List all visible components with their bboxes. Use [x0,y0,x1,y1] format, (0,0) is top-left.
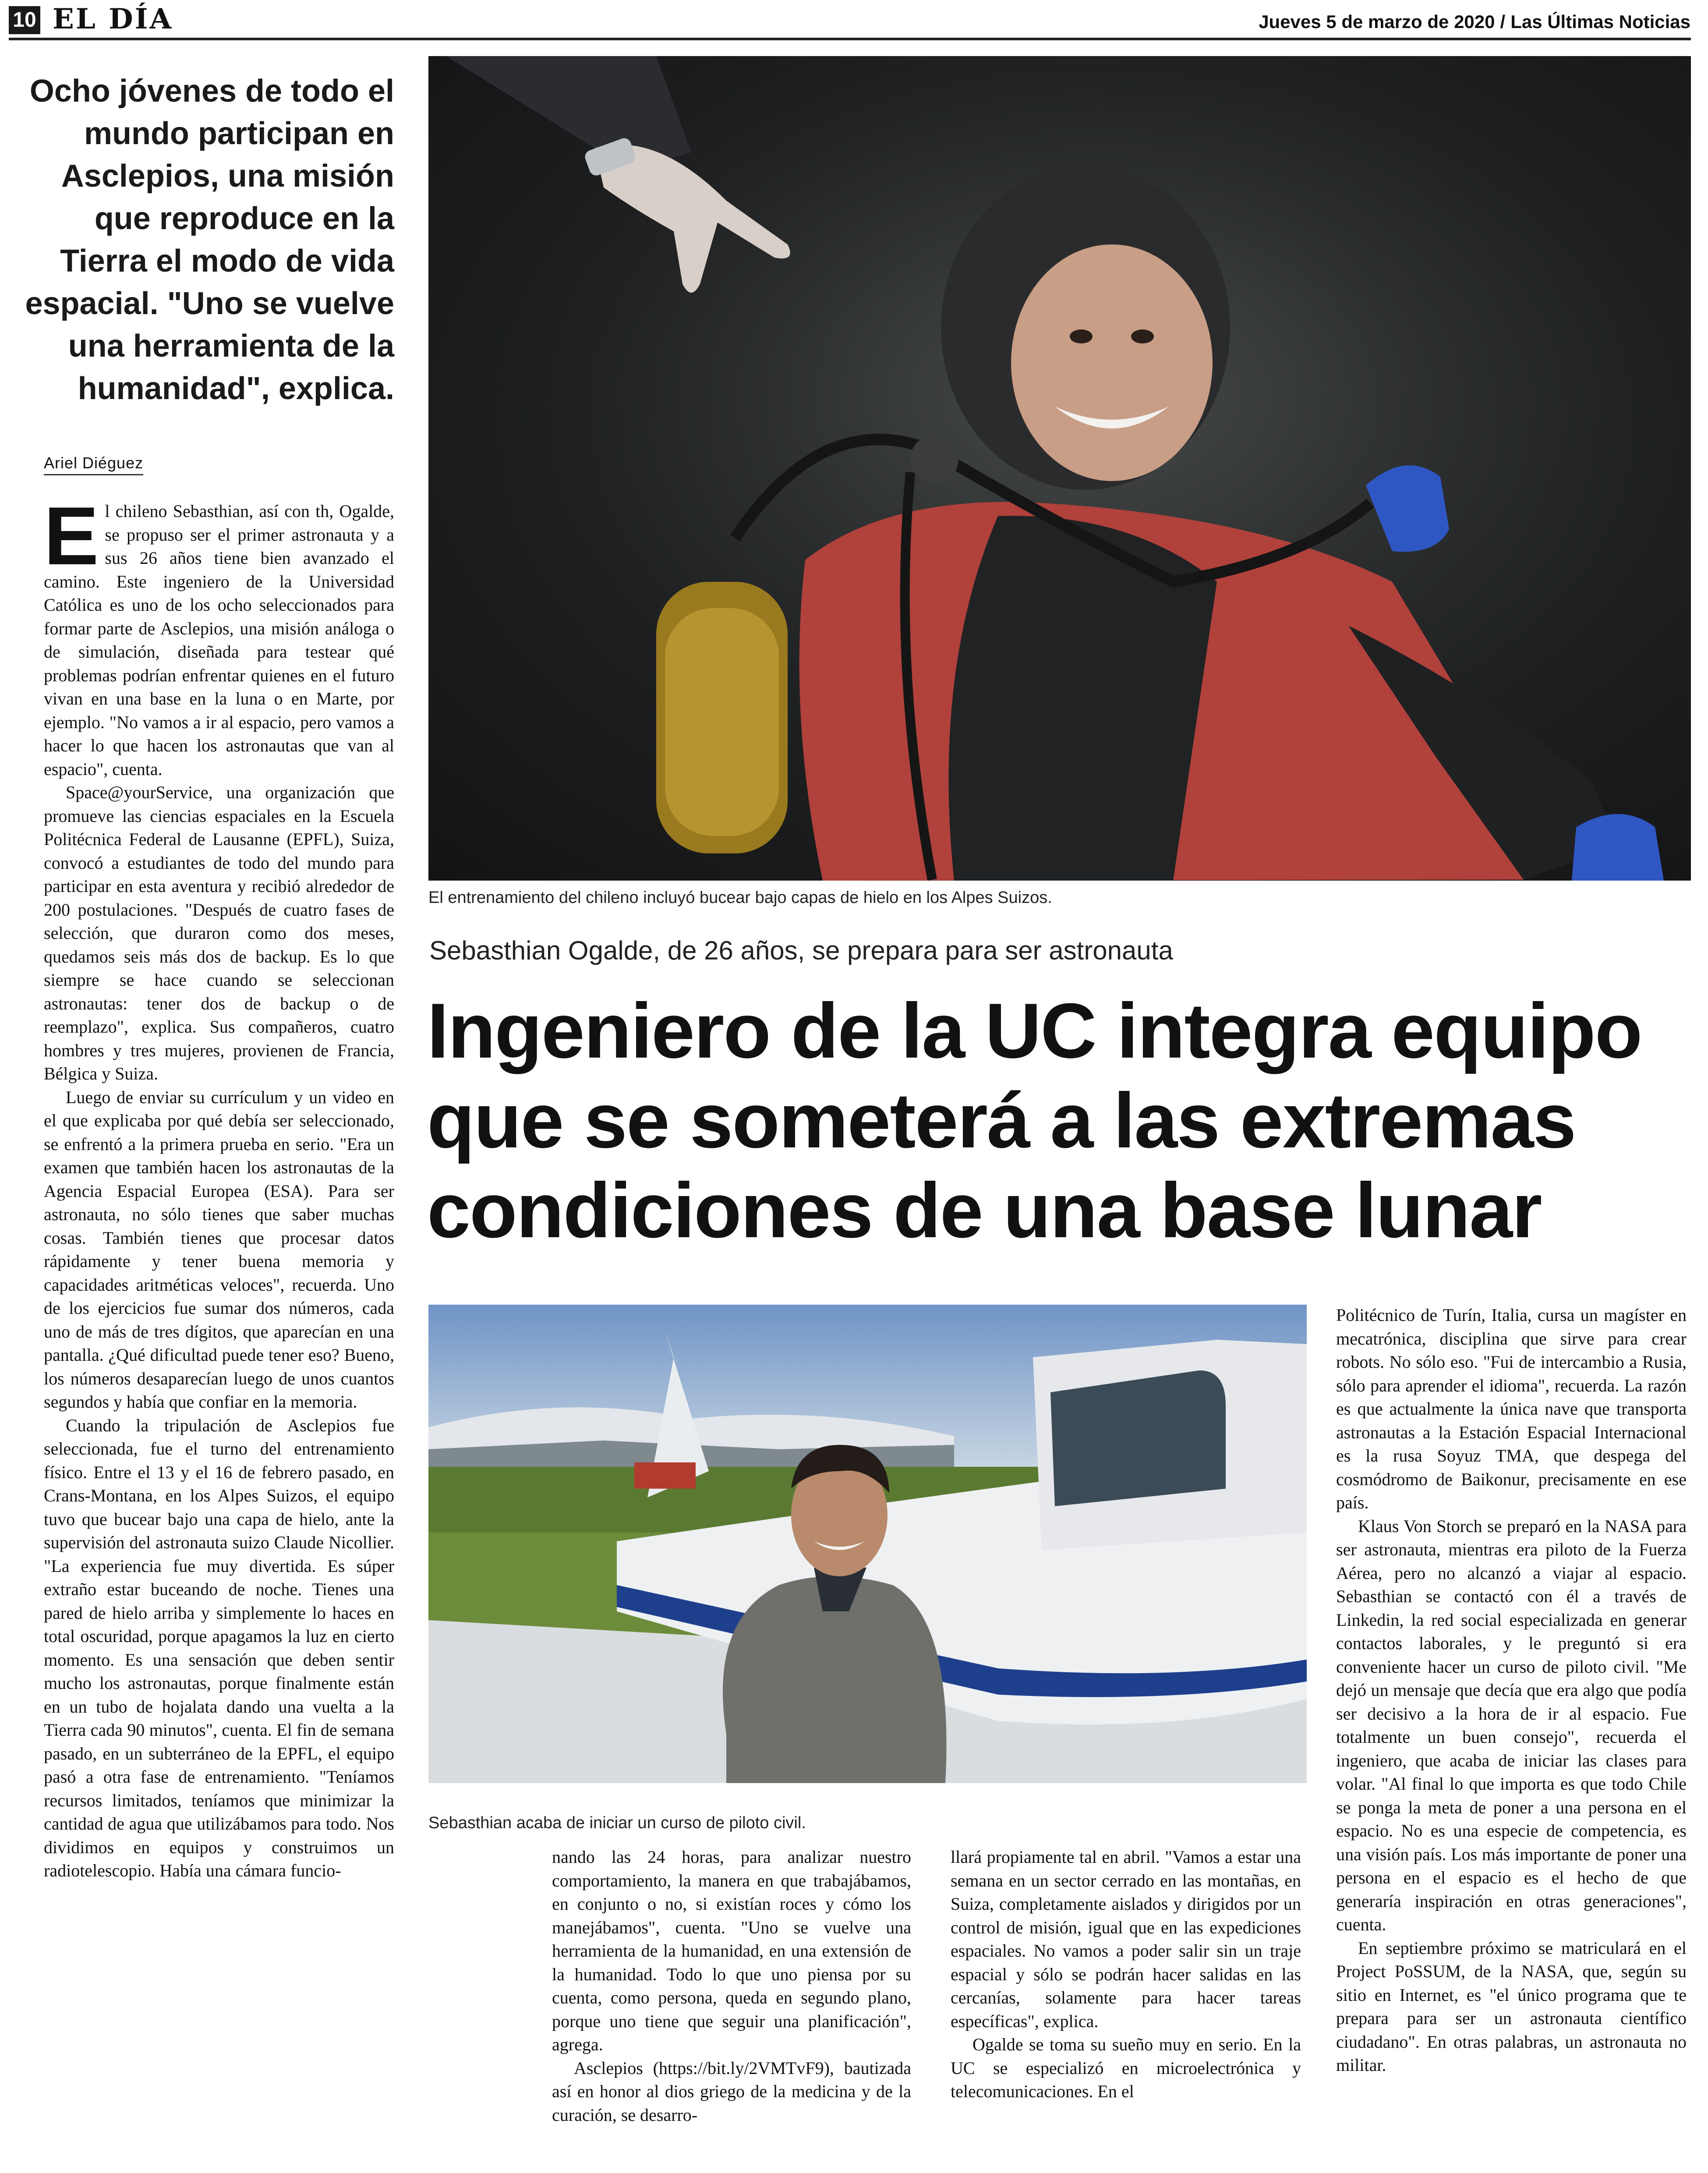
issue-date: Jueves 5 de marzo de 2020 [1259,11,1495,32]
publication-name: Las Últimas Noticias [1510,11,1690,32]
section-title: EL DÍA [53,3,173,35]
article-paragraph: Cuando la tripulación de Asclepios fue seleccionada, fue el turno del entrenamiento físico. Entre el 13 y el 16 de febrero pasado, en Crans-Montana, en los Alpes Suizos, el equipo tuvo que bucear bajo una capa de hielo, ante la supervisión del astronauta suizo Claude Nicollier. "La experiencia fue muy divertida. Es súper extraño estar buceando de noche. Tienes una pared de hielo arriba y simplemente lo haces en total oscuridad, porque apagamos la luz en cierto momento. Es una sensación que deben sentir mucho los astronautas, porque finalmente están en un tubo de hojalata dando una vuelta a la Tierra cada 90 minutos", cuenta. El fin de semana pasado, en un subterráneo de la EPFL, el equipo pasó a otra fase de entrenamiento. "Teníamos recursos limitados, teníamos que minimizar la cantidad de agua que utilizábamos para todo. Nos dividimos en equipos y construimos un radiotelescopio. Había una cámara funcio- [44,1415,394,1880]
article-column-3 [951,1845,1301,2169]
diver-photo [428,56,1691,881]
article-paragraph: Asclepios (https://bit.ly/2VMTvF9), bautizada así en honor al dios griego de la medicina y de la curación, se desarro- [552,2058,911,2125]
pilot-photo [428,1305,1307,1783]
article-paragraph: Luego de enviar su currículum y un video en el que explicaba por qué debía ser seleccionado, se enfrentó a la primera prueba en serio. "Era un examen que también hacen los astronautas de la Agencia Espacial Europea (ESA). Para ser astronauta, no sólo tienes que saber muchas cosas. También tienes que procesar datos rápidamente y tener buena memoria y capacidades aritméticas veloces", recuerda. Uno de los ejercicios fue sumar dos números, cada uno de más de tres dígitos, que aparecían en una pantalla. ¿Qué dificultad puede tener eso? Bueno, los números desaparecían luego de unos cuantos segundos y había que confiar en la memoria. [44,1087,394,1412]
drop-cap: E [44,499,99,582]
dateline-separator: / [1500,11,1506,32]
dateline [1259,11,1690,32]
page-number: 10 [9,6,40,34]
article-paragraph: nando las 24 horas, para analizar nuestro comportamiento, la manera en que trabajábamos, en conjunto o no, si existían roces y cómo los manejábamos", cuenta. "Uno se vuelve una herramienta de la humanidad, en una extensión de la humanidad. Todo lo que uno piensa por su cuenta, como persona, queda en segundo plano, porque uno tiene que seguir una planificación", agrega. [552,1847,911,2054]
photo-caption: El entrenamiento del chileno incluyó bucear bajo capas de hielo en los Alpes Suizos. [428,888,1052,907]
article-paragraph: llará propiamente tal en abril. "Vamos a estar una semana en un sector cerrado en las montañas, en Suiza, completamente aislados y dirigidos por un control de misión, igual que en las expediciones espaciales. No vamos a poder salir sin un traje espacial y sólo se podrán hacer salidas en las cercanías, solamente para hacer tareas específicas", explica. [951,1847,1301,2031]
article-column-1 [44,499,394,2169]
article-paragraph: Space@yourService, una organización que promueve las ciencias espaciales en la Escuela Politécnica Federal de Lausanne (EPFL), Suiza, convocó a estudiantes de todo del mundo para participar en esta aventura y recibió alrededor de 200 postulaciones. "Después de cuatro fases de selección, que duraron como dos meses, quedamos seis más dos de backup. Es lo que siempre se hace cuando se seleccionan astronautas: tener dos de backup o de reemplazo", explica. Sus compañeros, cuatro hombres y tres mujeres, provienen de Francia, Bélgica y Suiza. [44,782,394,1083]
diver-illustration [428,56,1691,881]
article-paragraph: El chileno Sebasthian, así con th, Ogalde, se propuso ser el primer astronauta y a sus 26 años tiene bien avanzado el camino. Este ingeniero de la Universidad Católica es uno de los ocho seleccionados para formar parte de Asclepios, una misión análoga o de simulación, diseñada para testear qué problemas podrían enfrentar quienes en el futuro vivan en una base en la luna o en Marte, por ejemplo. "No vamos a ir al espacio, pero vamos a hacer lo que hacen los astronautas que van al espacio", cuenta. [44,499,394,779]
byline: Ariel Diéguez [44,454,143,475]
headline-line: condiciones de una base lunar [427,1167,1542,1254]
article-paragraph: Klaus Von Storch se preparó en la NASA para ser astronauta, mientras era piloto de la Fuerza Aérea, pero no alcanzó a viajar al espacio. Sebasthian se contactó con él a través de Linkedin, la red social especializada en generar contactos laborales, y le preguntó si era conveniente hacer un curso de piloto civil. "Me dejó un mensaje que decía que era algo que podía ser decisivo a la hora de ir al espacio. Fue totalmente un buen consejo", recuerda el ingeniero, que acaba de iniciar las clases para volar. "Al final lo que importa es que todo Chile se ponga la meta de poner a una persona en el espacio. No es una especie de competencia, es una visión país. Los más importante de poner una persona en el espacio es el hecho de que generaría inspiración en otras generaciones", cuenta. [1336,1516,1687,1934]
headline-line: Ingeniero de la UC integra equipo [427,987,1642,1074]
headline [427,986,1697,1255]
article-column-2 [552,1845,911,2169]
intro-deck: Ocho jóvenes de todo el mundo participan en Asclepios, una misión que reproduce en la Tierra el modo de vida espacial. "Uno se vuelve una herramienta de la humanidad", explica. [25,74,394,406]
article-column-4 [1336,1303,1687,2169]
masthead-rule [9,38,1691,40]
plane-illustration [428,1305,1307,1783]
photo-caption: Sebasthian acaba de iniciar un curso de piloto civil. [428,1814,806,1832]
article-paragraph: Politécnico de Turín, Italia, cursa un magíster en mecatrónica, disciplina que sirve para crear robots. No sólo eso. "Fui de intercambio a Rusia, sólo para aprender el idioma", recuerda. La razón es que actualmente la única nave que transporta astronautas a la Estación Espacial Internacional es la rusa Soyuz TMA, que despega del cosmódromo de Baikonur, precisamente en ese país. [1336,1305,1687,1512]
kicker: Sebasthian Ogalde, de 26 años, se prepara para ser astronauta [429,936,1173,965]
headline-line: que se someterá a las extremas [427,1077,1576,1164]
article-paragraph: En septiembre próximo se matriculará en el Project PoSSUM, de la NASA, que, según su sitio en Internet, es "el único programa que te prepara para ser un astronauta científico ciudadano". En otras palabras, un astronauta no militar. [1336,1938,1687,2075]
article-paragraph: Ogalde se toma su sueño muy en serio. En la UC se especializó en microelectrónica y telecomunicaciones. En el [951,2035,1301,2101]
